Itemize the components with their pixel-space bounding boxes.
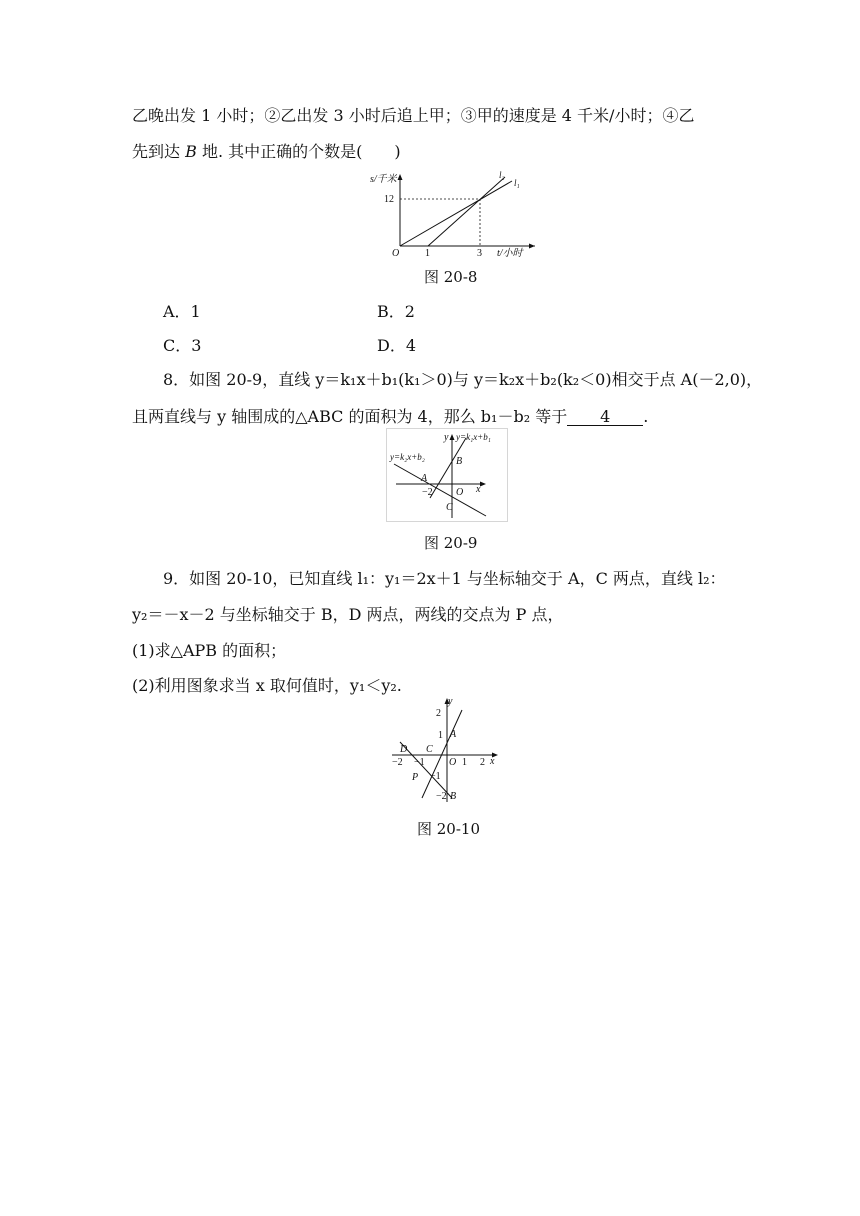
- fig8-xtick-3: 3: [477, 248, 482, 258]
- svg-text:1: 1: [462, 757, 467, 768]
- line-l2: [428, 177, 505, 246]
- svg-text:y=k₂x+b₂: y=k₂x+b₂: [390, 452, 425, 462]
- figure-20-8: [360, 168, 540, 258]
- svg-text:C: C: [426, 744, 433, 755]
- q9-part2: (2)利用图象求当 x 取何值时，y₁＜y₂.: [132, 676, 402, 695]
- fig8-xtick-1: 1: [425, 248, 430, 258]
- figure-20-10: [386, 694, 508, 806]
- svg-text:D: D: [400, 744, 408, 755]
- svg-text:B: B: [456, 456, 463, 467]
- svg-text:y=k₁x+b₁: y=k₁x+b₁: [456, 432, 491, 442]
- fig8-ytick-12: 12: [384, 194, 394, 205]
- caption-20-9: 图 20-9: [424, 534, 478, 552]
- q7-text-line2: 先到达 B 地. 其中正确的个数是( ): [132, 142, 401, 161]
- q9-text-line2: y₂＝－x－2 与坐标轴交于 B，D 两点，两线的交点为 P 点，: [132, 605, 564, 624]
- q7-text-line1: 乙晚出发 1 小时；②乙出发 3 小时后追上甲；③甲的速度是 4 千米/小时；④乙: [132, 106, 695, 125]
- svg-text:−1: −1: [430, 771, 441, 782]
- fig8-ylabel: s/千米: [370, 174, 397, 185]
- svg-text:x: x: [476, 484, 481, 495]
- q7-option-b: B．2: [377, 302, 415, 321]
- figure-20-9: [386, 428, 508, 522]
- svg-text:2: 2: [436, 708, 441, 719]
- svg-text:x: x: [490, 756, 495, 767]
- q8-answer-blank: 4: [567, 406, 643, 426]
- svg-text:B: B: [450, 791, 457, 802]
- svg-text:−2: −2: [392, 757, 403, 768]
- fig8-origin: O: [392, 248, 400, 258]
- svg-text:2: 2: [480, 757, 485, 768]
- svg-text:P: P: [412, 772, 419, 783]
- q9-part1: (1)求△APB 的面积；: [132, 641, 287, 660]
- svg-text:A: A: [421, 473, 428, 484]
- line-l1: [400, 181, 512, 246]
- svg-text:C: C: [446, 502, 453, 513]
- svg-text:O: O: [449, 757, 457, 768]
- svg-text:A: A: [450, 729, 457, 740]
- svg-text:y: y: [444, 432, 449, 443]
- caption-20-10: 图 20-10: [417, 820, 481, 838]
- q8-text-line2: 且两直线与 y 轴围成的△ABC 的面积为 4，那么 b₁－b₂ 等于 4 .: [132, 407, 649, 426]
- q7-option-a: A．1: [163, 302, 201, 321]
- svg-text:−2: −2: [436, 791, 447, 802]
- caption-20-8: 图 20-8: [424, 268, 478, 286]
- svg-text:−1: −1: [414, 757, 425, 768]
- q9-text-line1: 9．如图 20-10，已知直线 l₁：y₁＝2x＋1 与坐标轴交于 A，C 两点，直线 l₂：: [163, 569, 726, 588]
- svg-text:y: y: [448, 696, 453, 707]
- svg-text:O: O: [456, 487, 464, 498]
- q7-option-d: D．4: [377, 336, 417, 355]
- fig8-label-l1: l₁: [514, 178, 520, 188]
- q7-option-c: C．3: [163, 336, 202, 355]
- fig8-label-l2: l₂: [499, 170, 505, 180]
- svg-text:1: 1: [438, 730, 443, 741]
- fig8-xlabel: t/小时: [497, 248, 523, 258]
- q8-text-line1: 8．如图 20-9，直线 y＝k₁x＋b₁(k₁＞0)与 y＝k₂x＋b₂(k₂＜0)相交于点 A(－2,0)，: [163, 370, 763, 389]
- svg-text:−2: −2: [422, 487, 433, 498]
